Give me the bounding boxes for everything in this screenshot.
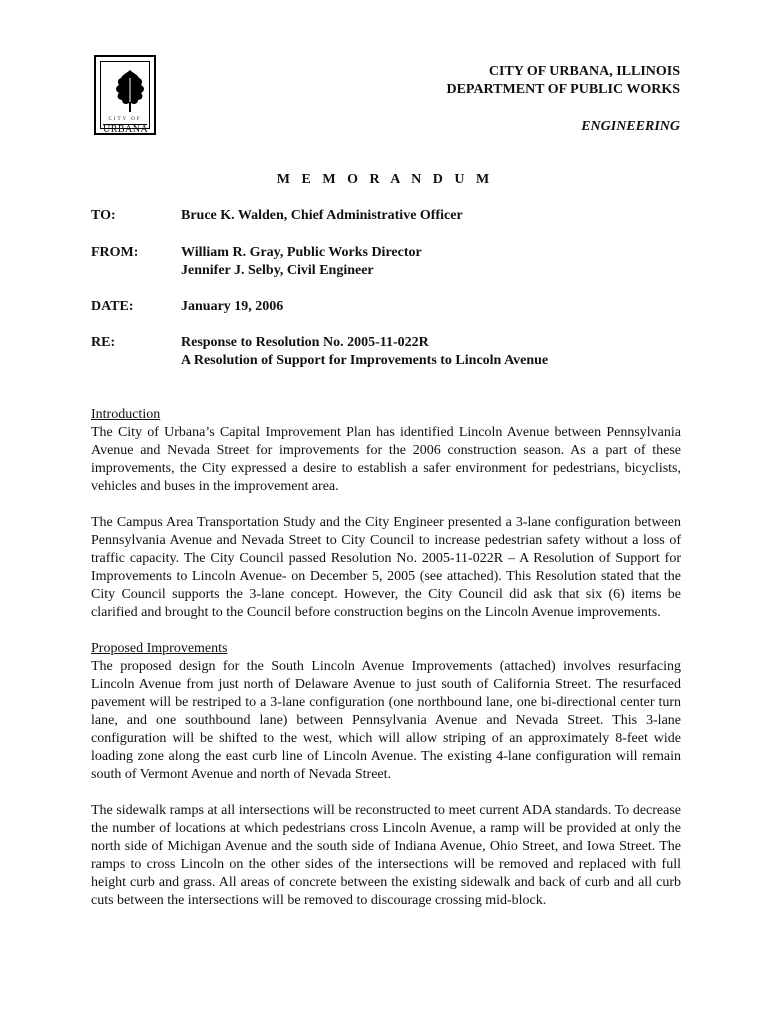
letterhead-city: CITY OF URBANA, ILLINOIS [488,64,680,79]
letterhead-department: DEPARTMENT OF PUBLIC WORKS [446,82,680,97]
to-label: TO: [91,208,116,223]
re-value-1: Response to Resolution No. 2005-11-022R [181,335,429,350]
letterhead-division: ENGINEERING [581,119,680,134]
from-label: FROM: [91,245,139,260]
introduction-paragraph-1: The City of Urbana’s Capital Improvement Plan has identified Lincoln Avenue between Pennsylvania Avenue and Nevada Street for improvements for the 2006 construction season. As a part of these improvements, the City expressed a desire to establish a safer environment for pedestrians, bicyclists, vehicles and buses in the improvement area. [91,425,681,494]
re-values [181,334,681,370]
proposed-improvements-heading: Proposed Improvements [91,641,228,656]
logo-frame [100,61,150,135]
logo-wordmark: URBANA [103,124,149,135]
date-label: DATE: [91,299,134,314]
re-value-2: A Resolution of Support for Improvements to Lincoln Avenue [181,353,549,368]
introduction-paragraph-2: The Campus Area Transportation Study and the City Engineer presented a 3-lane configuration between Pennsylvania Avenue and Nevada Street to City Council to increase pedestrian safety without a loss of traffic capacity. The City Council passed Resolution No. 2005-11-022R – A Resolution of Support for Improvements to Lincoln Avenue- on December 5, 2005 (see attached). This Resolution stated that the City Council supports the 3-lane concept. However, the City Council did ask that six (6) items be clarified and brought to the Council before construction begins on the Lincoln Avenue improvements. [91,515,681,620]
memo-title: M E M O R A N D U M [276,172,494,187]
letterhead [446,63,680,136]
from-value-1: William R. Gray, Public Works Director [181,245,422,260]
from-value-2: Jennifer J. Selby, Civil Engineer [181,263,374,278]
re-label: RE: [91,335,116,350]
introduction-heading: Introduction [91,407,161,422]
from-values [181,244,681,280]
to-value: Bruce K. Walden, Chief Administrative Officer [181,208,463,223]
city-logo [94,55,156,135]
logo-city-label: CITY OF [108,117,142,122]
oak-leaf-icon [111,68,149,114]
memo-body [91,406,681,910]
date-value: January 19, 2006 [181,299,284,314]
proposed-improvements-paragraph-2: The sidewalk ramps at all intersections will be reconstructed to meet current ADA standards. To decrease the number of locations at which pedestrians cross Lincoln Avenue, a ramp will be provided at only the north side of Michigan Avenue and the south side of Indiana Avenue, Ohio Street, and Iowa Street. The ramps to cross Lincoln on the other sides of the intersections will be removed and replaced with full height curb and grass. All areas of concrete between the existing sidewalk and back of curb and all curb cuts between the intersections will be removed to discourage crossing mid-block. [91,803,681,908]
proposed-improvements-paragraph-1: The proposed design for the South Lincoln Avenue Improvements (attached) involves resurfacing Lincoln Avenue from just north of Delaware Avenue to just south of California Street. The resurfaced pavement will be restriped to a 3-lane configuration (one northbound lane, one bi-directional center turn lane, and one southbound lane) between Pennsylvania Avenue and Nevada Street. This 3-lane configuration will be shifted to the west, which will allow striping of an approximately 8-feet wide loading zone along the east curb line of Lincoln Avenue. The existing 4-lane configuration will remain south of Vermont Avenue and north of Nevada Street. [91,659,681,782]
